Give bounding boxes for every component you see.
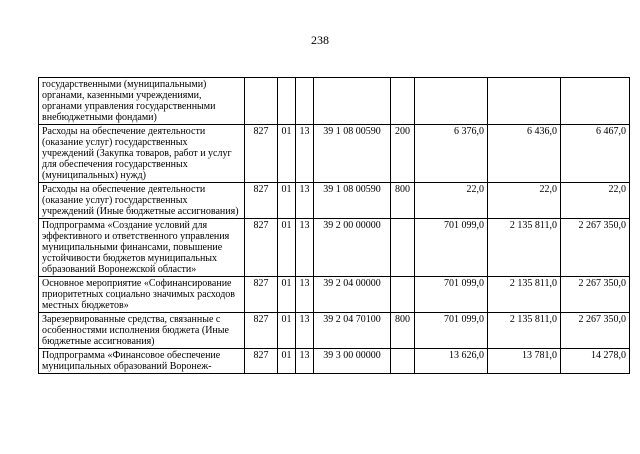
cell-vr: 800 bbox=[391, 313, 415, 349]
row-name: Расходы на обеспечение деятельности (оказание услуг) государственных учреждений (Закупка товаров, работ и услуг для обеспечения государственных (муниципальных) нужд) bbox=[39, 125, 245, 183]
table-row bbox=[39, 349, 630, 374]
cell-vr: 200 bbox=[391, 125, 415, 183]
cell-sum-2: 2 135 811,0 bbox=[488, 313, 561, 349]
cell-vr bbox=[391, 349, 415, 374]
cell-sum-1 bbox=[415, 78, 488, 125]
cell-gr bbox=[245, 78, 278, 125]
cell-sum-3: 6 467,0 bbox=[561, 125, 630, 183]
table-row bbox=[39, 219, 630, 277]
cell-sum-2: 2 135 811,0 bbox=[488, 219, 561, 277]
row-name: государственными (муниципальными) органами, казенными учреждениями, органами управления государственными внебюджетными фондами) bbox=[39, 78, 245, 125]
cell-sum-1: 701 099,0 bbox=[415, 277, 488, 313]
cell-pr: 13 bbox=[296, 125, 314, 183]
row-name: Зарезервированные средства, связанные с особенностями исполнения бюджета (Иные бюджетные ассигнования) bbox=[39, 313, 245, 349]
cell-vr bbox=[391, 219, 415, 277]
cell-rz: 01 bbox=[278, 183, 296, 219]
cell-sum-2 bbox=[488, 78, 561, 125]
cell-gr: 827 bbox=[245, 125, 278, 183]
cell-sum-3: 2 267 350,0 bbox=[561, 219, 630, 277]
cell-rz: 01 bbox=[278, 219, 296, 277]
cell-sum-3: 22,0 bbox=[561, 183, 630, 219]
cell-rz: 01 bbox=[278, 125, 296, 183]
cell-pr: 13 bbox=[296, 313, 314, 349]
cell-sum-3: 2 267 350,0 bbox=[561, 313, 630, 349]
cell-csr: 39 1 08 00590 bbox=[314, 183, 391, 219]
cell-sum-1: 701 099,0 bbox=[415, 313, 488, 349]
cell-rz: 01 bbox=[278, 313, 296, 349]
cell-sum-2: 13 781,0 bbox=[488, 349, 561, 374]
cell-pr: 13 bbox=[296, 219, 314, 277]
cell-vr: 800 bbox=[391, 183, 415, 219]
cell-csr: 39 2 04 70100 bbox=[314, 313, 391, 349]
cell-rz bbox=[278, 78, 296, 125]
row-name: Расходы на обеспечение деятельности (оказание услуг) государственных учреждений (Иные бюджетные ассигнования) bbox=[39, 183, 245, 219]
row-name: Основное мероприятие «Софинансирование приоритетных социально значимых расходов местных бюджетов» bbox=[39, 277, 245, 313]
cell-pr: 13 bbox=[296, 183, 314, 219]
cell-pr bbox=[296, 78, 314, 125]
cell-csr: 39 2 00 00000 bbox=[314, 219, 391, 277]
budget-table bbox=[38, 77, 630, 374]
cell-gr: 827 bbox=[245, 277, 278, 313]
cell-sum-1: 13 626,0 bbox=[415, 349, 488, 374]
cell-pr: 13 bbox=[296, 277, 314, 313]
row-name: Подпрограмма «Создание условий для эффективного и ответственного управления муниципальными финансами, повышение устойчивости бюджетов муниципальных образований Воронежской области» bbox=[39, 219, 245, 277]
table-row bbox=[39, 313, 630, 349]
cell-sum-1: 22,0 bbox=[415, 183, 488, 219]
table-row bbox=[39, 78, 630, 125]
cell-sum-2: 6 436,0 bbox=[488, 125, 561, 183]
cell-rz: 01 bbox=[278, 349, 296, 374]
cell-gr: 827 bbox=[245, 349, 278, 374]
cell-gr: 827 bbox=[245, 183, 278, 219]
cell-pr: 13 bbox=[296, 349, 314, 374]
row-name: Подпрограмма «Финансовое обеспечение муниципальных образований Воронеж- bbox=[39, 349, 245, 374]
cell-gr: 827 bbox=[245, 313, 278, 349]
cell-rz: 01 bbox=[278, 277, 296, 313]
cell-sum-1: 701 099,0 bbox=[415, 219, 488, 277]
cell-sum-2: 22,0 bbox=[488, 183, 561, 219]
cell-sum-3: 2 267 350,0 bbox=[561, 277, 630, 313]
cell-csr bbox=[314, 78, 391, 125]
cell-csr: 39 2 04 00000 bbox=[314, 277, 391, 313]
table-row bbox=[39, 125, 630, 183]
cell-sum-3 bbox=[561, 78, 630, 125]
cell-sum-1: 6 376,0 bbox=[415, 125, 488, 183]
cell-vr bbox=[391, 78, 415, 125]
cell-sum-2: 2 135 811,0 bbox=[488, 277, 561, 313]
cell-sum-3: 14 278,0 bbox=[561, 349, 630, 374]
cell-gr: 827 bbox=[245, 219, 278, 277]
cell-csr: 39 1 08 00590 bbox=[314, 125, 391, 183]
page-number: 238 bbox=[311, 33, 329, 47]
cell-vr bbox=[391, 277, 415, 313]
table-row bbox=[39, 277, 630, 313]
cell-csr: 39 3 00 00000 bbox=[314, 349, 391, 374]
table-row bbox=[39, 183, 630, 219]
